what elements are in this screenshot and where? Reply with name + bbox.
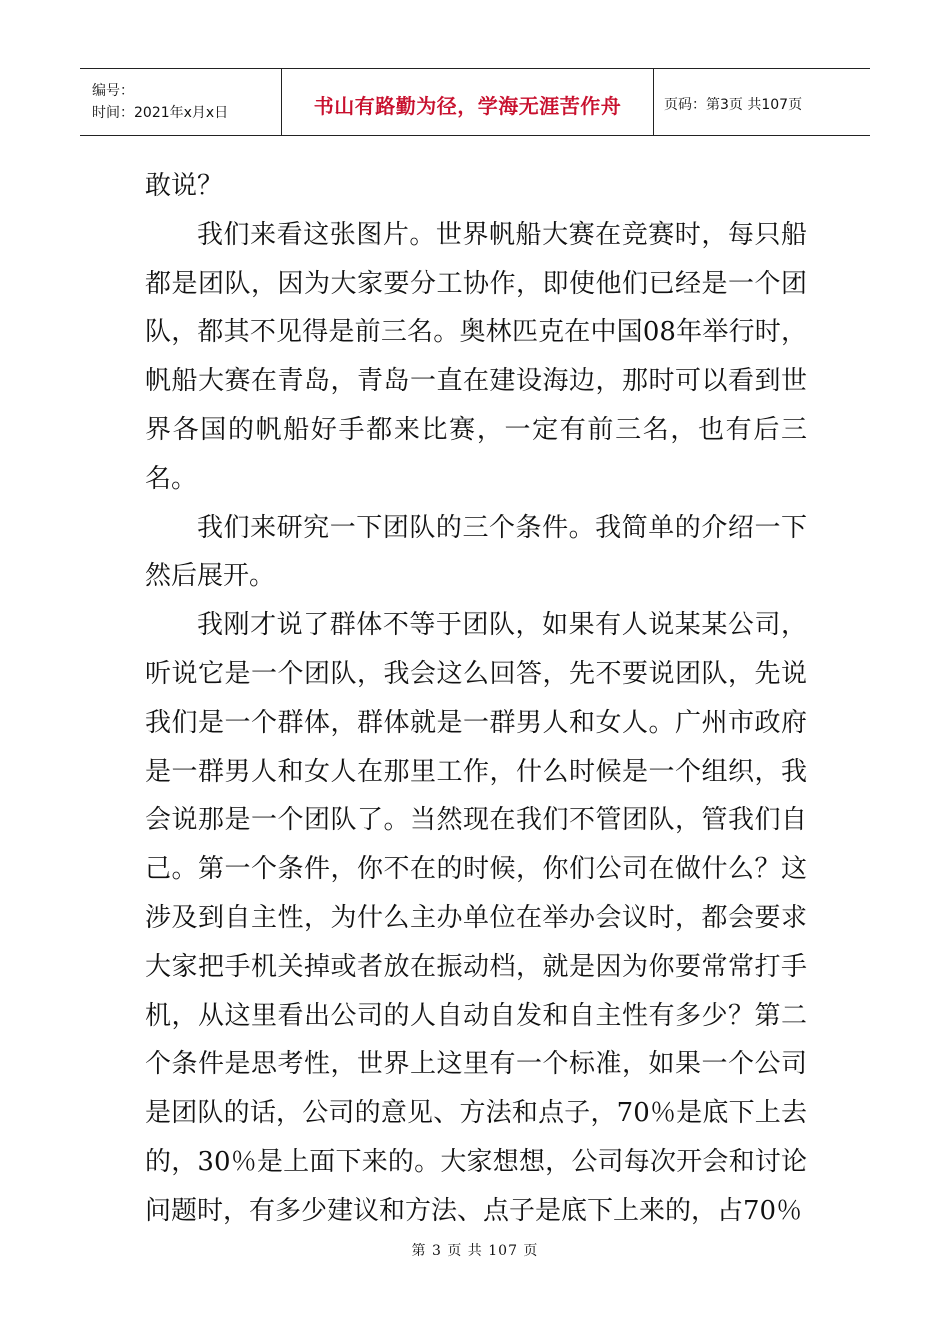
page-header [80, 68, 870, 136]
paragraph: 我刚才说了群体不等于团队，如果有人说某某公司，听说它是一个团队，我会这么回答，先不要说团队，先说我们是一个群体，群体就是一群男人和女人。广州市政府是一群男人和女人在那里工作，什么时候是一个组织，我会说那是一个团队了。当然现在我们不管团队，管我们自己。第一个条件，你不在的时候，你们公司在做什么？这涉及到自主性，为什么主办单位在举办会议时，都会要求大家把手机关掉或者放在振动档，就是因为你要常常打手机，从这里看出公司的人自动自发和自主性有多少？第二个条件是思考性，世界上这里有一个标准，如果一个公司是团队的话，公司的意见、方法和点子，70％是底下上去的，30％是上面下来的。大家想想，公司每次开会和讨论问题时，有多少建议和方法、点子是底下上来的，占70％ [145, 610, 807, 1226]
header-motto: 书山有路勤为径，学海无涯苦作舟 [313, 93, 622, 118]
paragraph: 我们来研究一下团队的三个条件。我简单的介绍一下然后展开。 [145, 512, 807, 592]
paragraph: 我们来看这张图片。世界帆船大赛在竞赛时，每只船都是团队，因为大家要分工协作，即使他们已经是一个团队，都其不见得是前三名。奥林匹克在中国08年举行时，帆船大赛在青岛，青岛一直在建设海边，那时可以看到世界各国的帆船好手都来比赛，一定有前三名，也有后三名。 [145, 219, 807, 494]
header-page-label: 页码：第3页 共107页 [664, 97, 803, 113]
header-page-cell [654, 69, 870, 135]
header-meta [80, 69, 282, 135]
header-motto-cell [282, 69, 654, 135]
document-body [145, 162, 807, 1236]
document-time-label: 时间：2021年x月x日 [92, 105, 229, 121]
document-number-label: 编号： [92, 83, 134, 99]
paragraph: 敢说？ [145, 171, 224, 201]
page-footer: 第 3 页 共 107 页 [411, 1243, 539, 1259]
